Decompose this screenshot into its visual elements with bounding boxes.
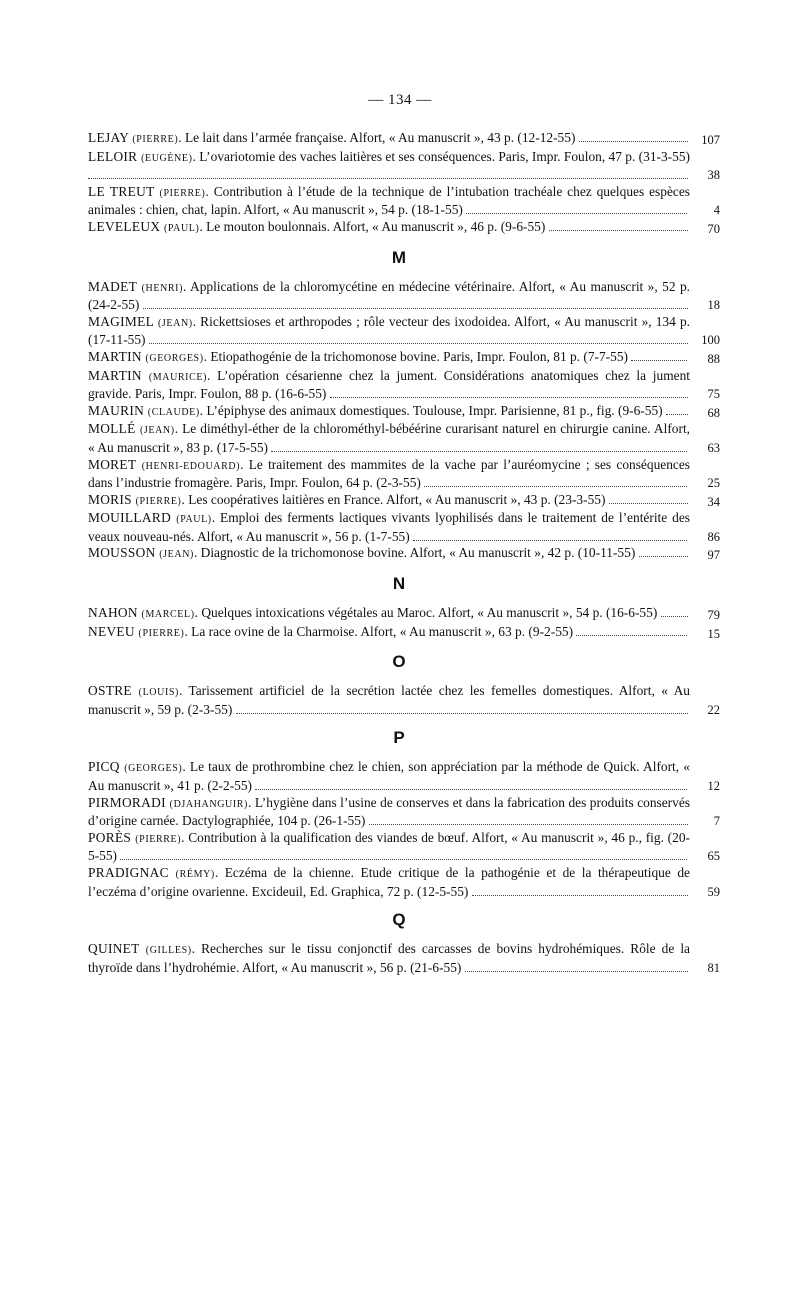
entry-author: NEVEU (88, 623, 135, 639)
entry-given-name: (GILLES) (145, 945, 192, 957)
entry-title: . L’hygiène dans l’usine de conserves et dans la fabrication des produits conservés d’origine carnée. Dactylographiée, 104 p. (26-1-55) (88, 794, 690, 829)
entry-page-number: 7 (713, 814, 720, 829)
entry-page-number: 15 (707, 626, 720, 641)
dot-leader (330, 388, 688, 398)
entry-title: . Quelques intoxications végétales au Maroc. Alfort, « Au manuscrit », 54 p. (16-6-55) (194, 605, 658, 621)
entry-author: PICQ (88, 759, 120, 775)
entry-title: . La race ovine de la Charmoise. Alfort, « Au manuscrit », 63 p. (9-2-55) (184, 623, 574, 639)
entry-page-number: 22 (707, 702, 720, 717)
entry-author: MAURIN (88, 402, 145, 418)
entry-given-name: (DJAHANGUIR) (169, 798, 248, 810)
entry-author: MORIS (88, 491, 132, 507)
dot-leader (666, 405, 688, 415)
entry-title: . Diagnostic de la trichomonose bovine. Alfort, « Au manuscrit », 42 p. (10-11-55) (193, 545, 636, 561)
entry-given-name: (RÉMY) (175, 869, 215, 880)
bibliography-entry (88, 683, 720, 718)
entry-page-number: 70 (707, 221, 720, 236)
entry-given-name: (PIERRE) (135, 495, 182, 507)
entry-page-number: 79 (707, 608, 720, 623)
section-letter-n: N (392, 574, 406, 594)
entry-title: . Eczéma de la chienne. Etude critique de la pathogénie et de la thérapeutique de l’eczéma d’origine ovarienne. Excideuil, Ed. Graphica, 72 p. (12-5-55) (88, 865, 690, 899)
entry-title: . Les coopératives laitières en France. Alfort, « Au manuscrit », 43 p. (23-3-55) (181, 491, 606, 507)
entry-title: . Rickettsioses et arthropodes ; rôle vecteur des ixodoidea. Alfort, « Au manuscrit », 134 p. (17-11-55) (88, 313, 690, 348)
entry-given-name: (PIERRE) (159, 187, 206, 199)
entry-given-name: (JEAN) (139, 425, 175, 437)
bibliography-entry (88, 865, 720, 900)
entry-page-number: 88 (707, 351, 720, 366)
entry-given-name: (PIERRE) (135, 833, 182, 845)
entry-given-name: (JEAN) (159, 549, 194, 561)
entry-page-number: 97 (707, 548, 720, 563)
dot-leader (143, 299, 688, 309)
dot-leader (631, 351, 687, 361)
bibliography-entry (88, 829, 720, 865)
bibliography-entry (88, 367, 720, 403)
bibliography-entry (88, 491, 720, 511)
entry-given-name: (EUGÈNE) (141, 152, 193, 164)
entry-title: . Emploi des ferments lactiques vivants lyophilisés dans le traitement de l’entérite des veaux nouveau-nés. Alfort, « Au manuscrit », 56 p. (1-7-55) (88, 510, 690, 544)
dot-leader (661, 607, 688, 617)
entry-author: QUINET (88, 941, 140, 957)
entry-author: MOUSSON (88, 545, 156, 561)
dot-leader (466, 204, 687, 214)
bibliography-entry (88, 605, 720, 624)
entry-author: MAGIMEL (88, 313, 154, 329)
entry-title: . Le taux de prothrombine chez le chien, son appréciation par la méthode de Quick. Alfort, « Au manuscrit », 41 p. (2-2-55) (88, 759, 690, 794)
entry-given-name: (PIERRE) (132, 134, 179, 145)
bibliography-entry (88, 941, 720, 976)
entry-author: MORET (88, 456, 137, 472)
entry-page-number: 81 (707, 960, 720, 975)
bibliography-entry (88, 794, 720, 830)
dot-leader (271, 442, 687, 452)
dot-leader (576, 626, 687, 636)
entry-page-number: 38 (707, 168, 720, 183)
entry-given-name: (MAURICE) (148, 371, 208, 383)
entry-page-number: 59 (707, 884, 720, 899)
entry-page-number: 12 (707, 779, 720, 794)
entry-author: PORÈS (88, 829, 132, 845)
entry-page-number: 34 (707, 494, 720, 509)
bibliography-entry (88, 278, 720, 314)
bibliography-entry (88, 759, 720, 794)
entry-given-name: (PIERRE) (138, 627, 185, 639)
entry-given-name: (CLAUDE) (147, 406, 200, 418)
entry-author: MARTIN (88, 348, 142, 364)
section-letter-o: O (392, 652, 406, 672)
page-number-header: — 134 — (368, 92, 432, 108)
dot-leader (120, 850, 687, 860)
entry-page-number: 18 (707, 298, 720, 313)
dot-leader (609, 494, 688, 504)
entry-page-number: 100 (701, 333, 720, 348)
entry-title: . Le lait dans l’armée française. Alfort, « Au manuscrit », 43 p. (12-12-55) (178, 130, 576, 145)
entry-title: . L’épiphyse des animaux domestiques. Toulouse, Impr. Parisienne, 81 p., fig. (9-6-55) (199, 402, 663, 418)
entry-title: . Le traitement des mammites de la vache par l’auréomycine ; ses conséquences dans l’industrie fromagère. Paris, Impr. Foulon, 64 p. (2-3-55) (88, 456, 690, 491)
entry-author: LE TREUT (88, 183, 155, 199)
entry-title: . Le diméthyl-éther de la chlorométhyl-bébéérine curarisant naturel en chirurgie canine. Alfort, « Au manuscrit », 83 p. (17-5-55) (88, 421, 691, 455)
entry-title: . Applications de la chloromycétine en médecine vétérinaire. Alfort, « Au manuscrit », 52 p. (24-2-55) (88, 278, 690, 313)
entry-title: . Contribution à la qualification des viandes de bœuf. Alfort, « Au manuscrit », 46 p., fig. (20-5-55) (88, 829, 690, 864)
entry-given-name: (HENRI) (141, 282, 184, 294)
bibliography-entry (88, 218, 720, 238)
entry-page-number: 68 (707, 405, 720, 420)
entry-author: LEVELEUX (88, 218, 161, 234)
dot-leader (255, 780, 687, 790)
entry-author: LELOIR (88, 148, 138, 164)
entry-title: . L’opération césarienne chez la jument. Considérations anatomiques chez la jument gravide. Paris, Impr. Foulon, 88 p. (16-6-55) (88, 367, 690, 402)
section-letter-m: M (391, 247, 407, 267)
entry-title: . Le mouton boulonnais. Alfort, « Au manuscrit », 46 p. (9-6-55) (199, 218, 546, 234)
dot-leader (579, 132, 688, 142)
bibliography-entry (88, 402, 720, 422)
entry-given-name: (GEORGES) (124, 763, 183, 775)
entry-author: LEJAY (88, 130, 129, 145)
entry-title: . Recherches sur le tissu conjonctif des carcasses de bovins hydrohémiques. Rôle de la thyroïde dans l’hydrohémie. Alfort, « Au manuscrit », 56 p. (21-6-55) (88, 941, 690, 975)
dot-leader (369, 815, 688, 825)
dot-leader (424, 477, 687, 487)
entry-page-number: 63 (707, 440, 720, 455)
entry-page-number: 4 (713, 203, 720, 218)
bibliography-entry (88, 348, 720, 368)
entry-given-name: (HENRI-EDOUARD) (141, 460, 241, 472)
entry-given-name: (PAUL) (163, 222, 200, 234)
bibliography-entry (88, 421, 720, 456)
entry-author: MOUILLARD (88, 510, 172, 526)
dot-leader (88, 169, 688, 179)
bibliography-list (88, 130, 720, 976)
bibliography-entry (88, 130, 720, 149)
entry-given-name: (GEORGES) (145, 352, 204, 364)
dot-leader (149, 334, 688, 344)
bibliography-entry (88, 623, 720, 643)
dot-leader (549, 221, 688, 231)
entry-given-name: (MARCEL) (141, 609, 195, 621)
dot-leader (472, 886, 688, 896)
entry-title: . Contribution à l’étude de la technique de l’intubation trachéale chez quelques espèces animales : chien, chat, lapin. Alfort, « Au manuscrit », 54 p. (18-1-55) (88, 183, 690, 218)
entry-author: MARTIN (88, 367, 142, 383)
entry-author: PRADIGNAC (88, 865, 169, 880)
entry-page-number: 86 (707, 529, 720, 544)
bibliography-entry (88, 183, 720, 219)
bibliography-entry (88, 510, 720, 545)
entry-author: NAHON (88, 605, 138, 621)
bibliography-entry (88, 148, 720, 184)
entry-given-name: (LOUIS) (138, 687, 179, 699)
dot-leader (465, 962, 688, 972)
entry-page-number: 75 (707, 387, 720, 402)
entry-given-name: (JEAN) (158, 317, 193, 329)
entry-given-name: (PAUL) (176, 514, 212, 526)
entry-author: MOLLÉ (88, 421, 136, 437)
entry-title: . Etiopathogénie de la trichomonose bovine. Paris, Impr. Foulon, 81 p. (7-7-55) (203, 348, 628, 364)
entry-title: . Tarissement artificiel de la secrétion lactée chez les femelles domestiques. Alfort, « Au manuscrit », 59 p. (2-3-55) (88, 683, 690, 717)
entry-author: MADET (88, 278, 137, 294)
entry-author: PIRMORADI (88, 794, 166, 810)
bibliography-entry (88, 456, 720, 492)
bibliography-entry (88, 545, 720, 564)
bibliography-entry (88, 313, 720, 349)
section-letter-q: Q (392, 910, 406, 930)
entry-page-number: 65 (707, 849, 720, 864)
dot-leader (413, 531, 687, 541)
entry-title: . L’ovariotomie des vaches laitières et ses conséquences. Paris, Impr. Foulon, 47 p. (31-3-55) (192, 148, 690, 164)
dot-leader (236, 704, 688, 714)
entry-page-number: 107 (701, 133, 720, 147)
entry-page-number: 25 (707, 476, 720, 491)
section-letter-p: P (393, 728, 405, 748)
entry-author: OSTRE (88, 683, 132, 699)
dot-leader (639, 547, 688, 557)
